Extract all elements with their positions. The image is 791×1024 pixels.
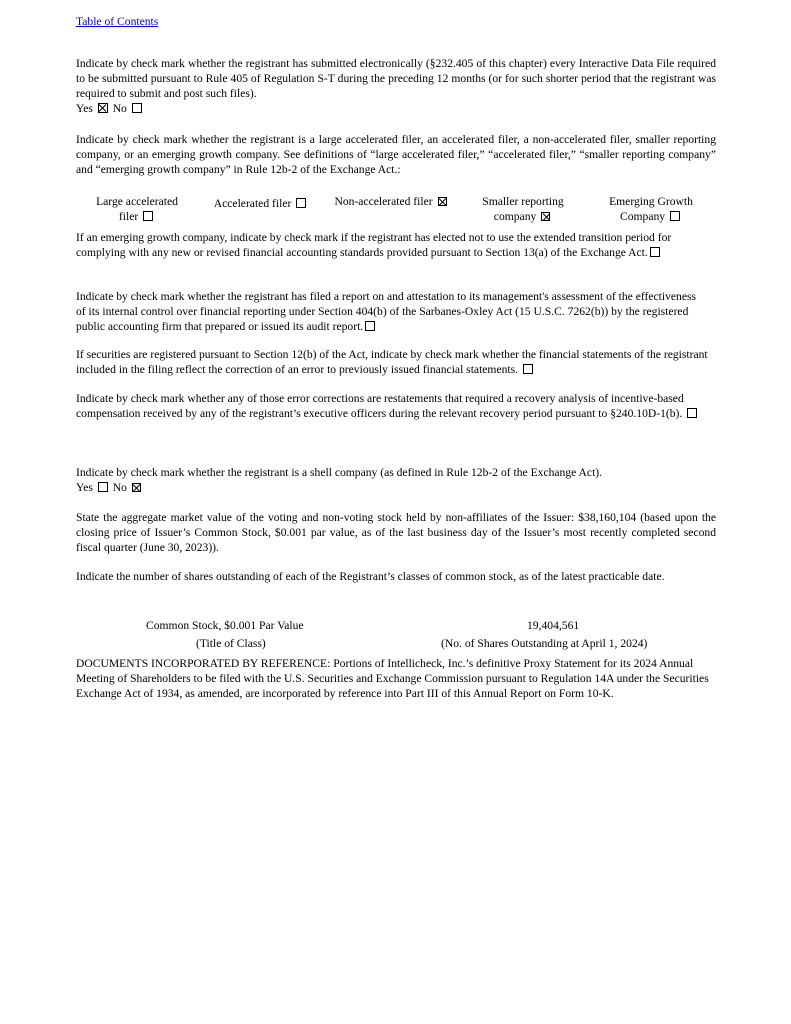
large-accelerated-option: [82, 194, 192, 224]
icfr-checkbox[interactable]: [365, 321, 375, 331]
smaller-reporting-label-2: company: [493, 210, 537, 223]
shares-outstanding-caption: (No. of Shares Outstanding at April 1, 2024): [441, 637, 648, 650]
shares-count: 19,404,561: [527, 619, 580, 632]
emerging-growth-transition-checkbox[interactable]: [650, 247, 660, 257]
yes-checkbox-checked[interactable]: [98, 103, 108, 113]
shares-outstanding-text: Indicate the number of shares outstanding of each of the Registrant’s classes of common stock, as of the latest practicable date.: [76, 570, 665, 583]
non-accelerated-option: [324, 194, 459, 209]
smaller-reporting-label: Smaller reporting: [482, 195, 564, 208]
no-label: No: [112, 102, 127, 115]
filer-options-row: [76, 194, 716, 226]
shell-company-text: Indicate by check mark whether the registrant is a shell company (as defined in Rule 12b-2 of the Exchange Act).: [76, 466, 603, 479]
shell-company-section: [76, 465, 716, 495]
section-12b-checkbox[interactable]: [523, 364, 533, 374]
icfr-text: Indicate by check mark whether the registrant has filed a report on and attestation to its management's assessment of the effectiveness of its internal control over financial reporting under Section 404(b) of the Sarbanes-Oxley Act (15 U.S.C. 7262(b)) by the registered public accounting firm that prepared or issued its audit report.: [76, 290, 696, 333]
section-12b-text: If securities are registered pursuant to Section 12(b) of the Act, indicate by check mark whether the financial statements of the registrant included in the filing reflect the correction of an error to previously issued financial statements.: [76, 348, 708, 376]
restatement-text: Indicate by check mark whether any of those error corrections are restatements that required a recovery analysis of incentive-based compensation received by any of the registrant’s executive officers during the relevant recovery period pursuant to §240.10D-1(b).: [76, 392, 684, 420]
section-12b-section: [76, 347, 716, 377]
shell-company-answer: [76, 480, 716, 495]
market-value-section: [76, 510, 716, 555]
filer-status-section: [76, 132, 716, 177]
emerging-growth-section: [76, 230, 691, 260]
document-page: [76, 14, 716, 700]
emerging-growth-label: Emerging Growth: [609, 195, 693, 208]
emerging-growth-checkbox[interactable]: [670, 211, 680, 221]
accelerated-label: Accelerated filer: [213, 197, 292, 210]
table-of-contents-link[interactable]: Table of Contents: [76, 15, 159, 28]
icfr-section: [76, 289, 701, 334]
filer-status-text: Indicate by check mark whether the registrant is a large accelerated filer, an accelerated filer, a non-accelerated filer, smaller reporting company, or an emerging growth company. See definitions of “large accelerated filer,” “accelerated filer,” “smaller reporting company” and “emerging growth company” in Rule 12b-2 of the Exchange Act.:: [76, 133, 716, 176]
interactive-data-text: Indicate by check mark whether the registrant has submitted electronically (§232.405 of this chapter) every Interactive Data File required to be submitted pursuant to Rule 405 of Regulation S-T during the preceding 12 months (or for such shorter period that the registrant was required to submit and post such files).: [76, 57, 716, 100]
shell-yes-checkbox[interactable]: [98, 482, 108, 492]
documents-incorporated-section: [76, 656, 711, 701]
common-stock-class: Common Stock, $0.001 Par Value: [146, 619, 304, 632]
large-accelerated-checkbox[interactable]: [143, 211, 153, 221]
shell-no-checkbox-checked[interactable]: [132, 483, 141, 492]
accelerated-checkbox[interactable]: [296, 198, 306, 208]
non-accelerated-checkbox-checked[interactable]: [438, 197, 447, 206]
no-checkbox[interactable]: [132, 103, 142, 113]
emerging-growth-label-2: Company: [620, 210, 666, 223]
large-accelerated-label-2: filer: [118, 210, 139, 223]
restatement-section: [76, 391, 701, 421]
emerging-growth-text: If an emerging growth company, indicate by check mark if the registrant has elected not to use the extended transition period for complying with any new or revised financial accounting standards provided pursuant to Section 13(a) of the Exchange Act.: [76, 231, 672, 259]
smaller-reporting-checkbox-checked[interactable]: [541, 212, 550, 221]
accelerated-option: [206, 196, 316, 211]
yes-label: Yes: [76, 102, 93, 115]
smaller-reporting-option: [472, 194, 574, 224]
shell-yes-label: Yes: [76, 481, 93, 494]
non-accelerated-label: Non-accelerated filer: [334, 195, 433, 208]
shell-no-label: No: [112, 481, 127, 494]
restatement-checkbox[interactable]: [687, 408, 697, 418]
emerging-growth-option: [598, 194, 704, 224]
interactive-data-answer: [76, 101, 716, 116]
large-accelerated-label: Large accelerated: [96, 195, 178, 208]
title-of-class-caption: (Title of Class): [196, 637, 266, 650]
market-value-text: State the aggregate market value of the voting and non-voting stock held by non-affiliates of the Issuer: $38,160,104 (based upon the closing price of Issuer’s Common Stock, $0.001 par value, as of the last business day of the Issuer’s most recently completed second fiscal quarter (June 30, 2023)).: [76, 511, 716, 554]
shares-outstanding-section: [76, 569, 716, 584]
documents-incorporated-text: DOCUMENTS INCORPORATED BY REFERENCE: Portions of Intellicheck, Inc.’s definitive Proxy Statement for its 2024 Annual Meeting of Shareholders to be filed with the U.S. Securities and Exchange Commission pursuant to Regulation 14A under the Securities Exchange Act of 1934, as amended, are incorporated by reference into Part III of this Annual Report on Form 10-K.: [76, 657, 709, 700]
interactive-data-section: [76, 56, 716, 116]
